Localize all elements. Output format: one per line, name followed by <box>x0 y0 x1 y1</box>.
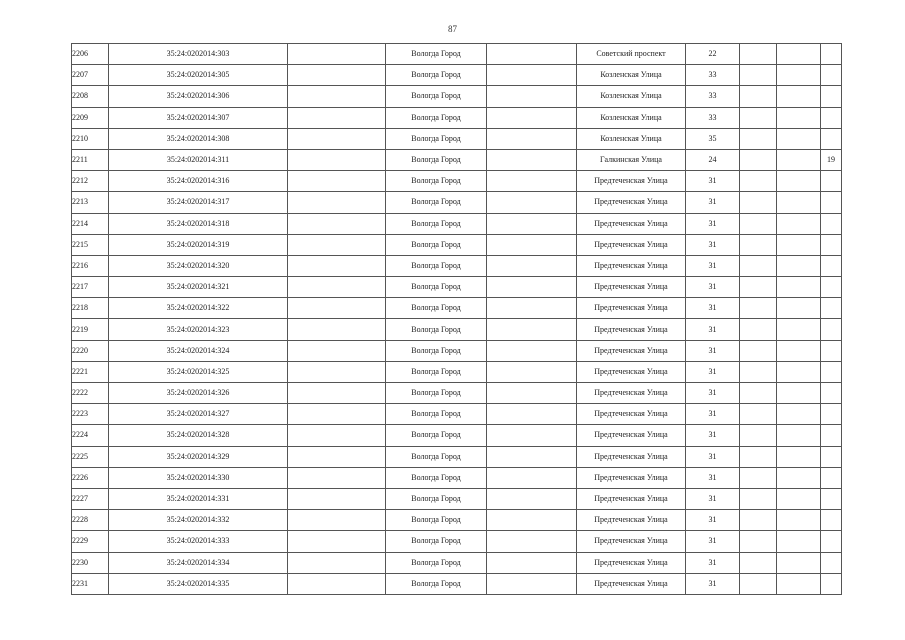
street-cell: Предтеченская Улица <box>577 277 686 298</box>
house-number-cell: 24 <box>686 149 740 170</box>
house-number-cell: 31 <box>686 277 740 298</box>
extra-value-cell <box>821 319 842 340</box>
empty-cell <box>288 107 386 128</box>
extra-value-cell <box>821 128 842 149</box>
cadastral-number-cell: 35:24:0202014:324 <box>109 340 288 361</box>
empty-cell <box>487 277 577 298</box>
row-number-cell: 2207 <box>72 65 109 86</box>
table-row <box>72 277 842 298</box>
empty-cell <box>487 149 577 170</box>
house-number-cell: 31 <box>686 171 740 192</box>
house-number-cell: 31 <box>686 361 740 382</box>
empty-cell <box>740 298 777 319</box>
cadastral-number-cell: 35:24:0202014:321 <box>109 277 288 298</box>
street-cell: Предтеченская Улица <box>577 488 686 509</box>
extra-value-cell <box>821 86 842 107</box>
table-row <box>72 404 842 425</box>
empty-cell <box>288 361 386 382</box>
empty-cell <box>777 446 821 467</box>
street-cell: Предтеченская Улица <box>577 234 686 255</box>
row-number-cell: 2212 <box>72 171 109 192</box>
empty-cell <box>288 383 386 404</box>
house-number-cell: 33 <box>686 86 740 107</box>
row-number-cell: 2206 <box>72 44 109 65</box>
city-cell: Вологда Город <box>386 404 487 425</box>
empty-cell <box>777 44 821 65</box>
empty-cell <box>288 298 386 319</box>
city-cell: Вологда Город <box>386 552 487 573</box>
empty-cell <box>288 234 386 255</box>
empty-cell <box>740 510 777 531</box>
city-cell: Вологда Город <box>386 340 487 361</box>
table-row <box>72 255 842 276</box>
empty-cell <box>777 404 821 425</box>
extra-value-cell <box>821 192 842 213</box>
empty-cell <box>777 65 821 86</box>
house-number-cell: 31 <box>686 446 740 467</box>
empty-cell <box>487 573 577 594</box>
house-number-cell: 31 <box>686 573 740 594</box>
cadastral-number-cell: 35:24:0202014:331 <box>109 488 288 509</box>
street-cell: Козленская Улица <box>577 65 686 86</box>
empty-cell <box>777 531 821 552</box>
city-cell: Вологда Город <box>386 277 487 298</box>
empty-cell <box>777 171 821 192</box>
extra-value-cell <box>821 404 842 425</box>
cadastral-number-cell: 35:24:0202014:308 <box>109 128 288 149</box>
extra-value-cell <box>821 213 842 234</box>
street-cell: Предтеченская Улица <box>577 361 686 382</box>
city-cell: Вологда Город <box>386 467 487 488</box>
street-cell: Предтеченская Улица <box>577 552 686 573</box>
street-cell: Предтеченская Улица <box>577 446 686 467</box>
city-cell: Вологда Город <box>386 171 487 192</box>
house-number-cell: 31 <box>686 319 740 340</box>
extra-value-cell <box>821 531 842 552</box>
city-cell: Вологда Город <box>386 488 487 509</box>
extra-value-cell: 19 <box>821 149 842 170</box>
empty-cell <box>288 573 386 594</box>
row-number-cell: 2230 <box>72 552 109 573</box>
cadastral-number-cell: 35:24:0202014:328 <box>109 425 288 446</box>
cadastral-number-cell: 35:24:0202014:318 <box>109 213 288 234</box>
empty-cell <box>777 277 821 298</box>
cadastral-number-cell: 35:24:0202014:307 <box>109 107 288 128</box>
row-number-cell: 2226 <box>72 467 109 488</box>
house-number-cell: 31 <box>686 488 740 509</box>
extra-value-cell <box>821 510 842 531</box>
extra-value-cell <box>821 234 842 255</box>
table-row <box>72 107 842 128</box>
house-number-cell: 31 <box>686 383 740 404</box>
cadastral-number-cell: 35:24:0202014:322 <box>109 298 288 319</box>
empty-cell <box>777 510 821 531</box>
city-cell: Вологда Город <box>386 234 487 255</box>
street-cell: Предтеченская Улица <box>577 383 686 404</box>
extra-value-cell <box>821 573 842 594</box>
empty-cell <box>740 531 777 552</box>
house-number-cell: 33 <box>686 107 740 128</box>
house-number-cell: 31 <box>686 552 740 573</box>
empty-cell <box>777 552 821 573</box>
empty-cell <box>777 128 821 149</box>
street-cell: Предтеченская Улица <box>577 319 686 340</box>
cadastral-number-cell: 35:24:0202014:335 <box>109 573 288 594</box>
row-number-cell: 2217 <box>72 277 109 298</box>
empty-cell <box>740 446 777 467</box>
empty-cell <box>777 86 821 107</box>
empty-cell <box>288 86 386 107</box>
table-row <box>72 361 842 382</box>
empty-cell <box>487 404 577 425</box>
city-cell: Вологда Город <box>386 446 487 467</box>
extra-value-cell <box>821 383 842 404</box>
extra-value-cell <box>821 44 842 65</box>
empty-cell <box>777 573 821 594</box>
empty-cell <box>740 213 777 234</box>
extra-value-cell <box>821 552 842 573</box>
empty-cell <box>487 467 577 488</box>
empty-cell <box>288 192 386 213</box>
house-number-cell: 31 <box>686 213 740 234</box>
cadastral-number-cell: 35:24:0202014:320 <box>109 255 288 276</box>
empty-cell <box>487 128 577 149</box>
house-number-cell: 31 <box>686 404 740 425</box>
house-number-cell: 31 <box>686 255 740 276</box>
street-cell: Козленская Улица <box>577 107 686 128</box>
extra-value-cell <box>821 298 842 319</box>
city-cell: Вологда Город <box>386 107 487 128</box>
cadastral-number-cell: 35:24:0202014:306 <box>109 86 288 107</box>
empty-cell <box>740 171 777 192</box>
empty-cell <box>740 149 777 170</box>
extra-value-cell <box>821 425 842 446</box>
table-row <box>72 425 842 446</box>
empty-cell <box>487 340 577 361</box>
empty-cell <box>288 65 386 86</box>
city-cell: Вологда Город <box>386 213 487 234</box>
street-cell: Предтеченская Улица <box>577 510 686 531</box>
row-number-cell: 2223 <box>72 404 109 425</box>
row-number-cell: 2222 <box>72 383 109 404</box>
empty-cell <box>740 425 777 446</box>
empty-cell <box>288 531 386 552</box>
empty-cell <box>288 128 386 149</box>
empty-cell <box>487 255 577 276</box>
city-cell: Вологда Город <box>386 361 487 382</box>
empty-cell <box>777 319 821 340</box>
house-number-cell: 22 <box>686 44 740 65</box>
city-cell: Вологда Город <box>386 192 487 213</box>
extra-value-cell <box>821 107 842 128</box>
city-cell: Вологда Город <box>386 298 487 319</box>
empty-cell <box>288 510 386 531</box>
empty-cell <box>487 319 577 340</box>
empty-cell <box>740 234 777 255</box>
empty-cell <box>740 255 777 276</box>
row-number-cell: 2215 <box>72 234 109 255</box>
table-row <box>72 128 842 149</box>
empty-cell <box>777 361 821 382</box>
page-number: 87 <box>448 24 457 34</box>
city-cell: Вологда Город <box>386 425 487 446</box>
cadastral-number-cell: 35:24:0202014:317 <box>109 192 288 213</box>
extra-value-cell <box>821 361 842 382</box>
empty-cell <box>777 107 821 128</box>
empty-cell <box>487 107 577 128</box>
row-number-cell: 2221 <box>72 361 109 382</box>
city-cell: Вологда Город <box>386 531 487 552</box>
empty-cell <box>740 277 777 298</box>
street-cell: Предтеченская Улица <box>577 192 686 213</box>
table-row <box>72 467 842 488</box>
cadastral-number-cell: 35:24:0202014:323 <box>109 319 288 340</box>
empty-cell <box>288 404 386 425</box>
cadastral-number-cell: 35:24:0202014:332 <box>109 510 288 531</box>
empty-cell <box>487 234 577 255</box>
street-cell: Предтеченская Улица <box>577 467 686 488</box>
city-cell: Вологда Город <box>386 86 487 107</box>
table-row <box>72 213 842 234</box>
empty-cell <box>487 383 577 404</box>
street-cell: Предтеченская Улица <box>577 213 686 234</box>
empty-cell <box>740 573 777 594</box>
table-row <box>72 192 842 213</box>
table-row <box>72 44 842 65</box>
row-number-cell: 2219 <box>72 319 109 340</box>
table-row <box>72 573 842 594</box>
extra-value-cell <box>821 65 842 86</box>
street-cell: Предтеченская Улица <box>577 340 686 361</box>
house-number-cell: 31 <box>686 298 740 319</box>
empty-cell <box>288 340 386 361</box>
street-cell: Советский проспект <box>577 44 686 65</box>
empty-cell <box>740 488 777 509</box>
empty-cell <box>487 192 577 213</box>
empty-cell <box>487 65 577 86</box>
cadastral-number-cell: 35:24:0202014:303 <box>109 44 288 65</box>
empty-cell <box>487 361 577 382</box>
extra-value-cell <box>821 467 842 488</box>
extra-value-cell <box>821 488 842 509</box>
cadastral-number-cell: 35:24:0202014:325 <box>109 361 288 382</box>
row-number-cell: 2229 <box>72 531 109 552</box>
city-cell: Вологда Город <box>386 319 487 340</box>
house-number-cell: 33 <box>686 65 740 86</box>
extra-value-cell <box>821 277 842 298</box>
street-cell: Предтеченская Улица <box>577 298 686 319</box>
empty-cell <box>288 44 386 65</box>
house-number-cell: 31 <box>686 510 740 531</box>
table-row <box>72 488 842 509</box>
empty-cell <box>487 552 577 573</box>
house-number-cell: 31 <box>686 192 740 213</box>
row-number-cell: 2208 <box>72 86 109 107</box>
empty-cell <box>777 425 821 446</box>
cadastral-number-cell: 35:24:0202014:319 <box>109 234 288 255</box>
empty-cell <box>288 149 386 170</box>
empty-cell <box>487 446 577 467</box>
cadastral-number-cell: 35:24:0202014:305 <box>109 65 288 86</box>
city-cell: Вологда Город <box>386 255 487 276</box>
street-cell: Предтеченская Улица <box>577 425 686 446</box>
cadastral-number-cell: 35:24:0202014:316 <box>109 171 288 192</box>
row-number-cell: 2216 <box>72 255 109 276</box>
row-number-cell: 2213 <box>72 192 109 213</box>
empty-cell <box>288 446 386 467</box>
row-number-cell: 2218 <box>72 298 109 319</box>
row-number-cell: 2211 <box>72 149 109 170</box>
table-row <box>72 319 842 340</box>
empty-cell <box>740 340 777 361</box>
table-row <box>72 446 842 467</box>
extra-value-cell <box>821 171 842 192</box>
empty-cell <box>777 340 821 361</box>
cadastral-number-cell: 35:24:0202014:326 <box>109 383 288 404</box>
row-number-cell: 2224 <box>72 425 109 446</box>
house-number-cell: 35 <box>686 128 740 149</box>
row-number-cell: 2214 <box>72 213 109 234</box>
empty-cell <box>777 383 821 404</box>
city-cell: Вологда Город <box>386 44 487 65</box>
empty-cell <box>777 234 821 255</box>
empty-cell <box>487 510 577 531</box>
empty-cell <box>487 531 577 552</box>
table-row <box>72 171 842 192</box>
empty-cell <box>740 65 777 86</box>
street-cell: Предтеченская Улица <box>577 404 686 425</box>
row-number-cell: 2210 <box>72 128 109 149</box>
cadastral-number-cell: 35:24:0202014:330 <box>109 467 288 488</box>
street-cell: Козленская Улица <box>577 86 686 107</box>
city-cell: Вологда Город <box>386 149 487 170</box>
empty-cell <box>288 277 386 298</box>
register-body <box>72 44 842 595</box>
register-table <box>71 43 842 595</box>
empty-cell <box>288 213 386 234</box>
empty-cell <box>288 255 386 276</box>
empty-cell <box>740 552 777 573</box>
empty-cell <box>288 319 386 340</box>
empty-cell <box>740 128 777 149</box>
empty-cell <box>288 552 386 573</box>
row-number-cell: 2227 <box>72 488 109 509</box>
extra-value-cell <box>821 446 842 467</box>
street-cell: Козленская Улица <box>577 128 686 149</box>
city-cell: Вологда Город <box>386 65 487 86</box>
empty-cell <box>777 255 821 276</box>
city-cell: Вологда Город <box>386 510 487 531</box>
empty-cell <box>487 171 577 192</box>
row-number-cell: 2209 <box>72 107 109 128</box>
empty-cell <box>777 213 821 234</box>
row-number-cell: 2225 <box>72 446 109 467</box>
empty-cell <box>487 488 577 509</box>
house-number-cell: 31 <box>686 531 740 552</box>
cadastral-number-cell: 35:24:0202014:329 <box>109 446 288 467</box>
table-row <box>72 298 842 319</box>
street-cell: Предтеченская Улица <box>577 255 686 276</box>
empty-cell <box>288 171 386 192</box>
empty-cell <box>777 467 821 488</box>
empty-cell <box>487 86 577 107</box>
empty-cell <box>740 467 777 488</box>
street-cell: Галкинская Улица <box>577 149 686 170</box>
empty-cell <box>740 192 777 213</box>
row-number-cell: 2231 <box>72 573 109 594</box>
extra-value-cell <box>821 255 842 276</box>
table-row <box>72 86 842 107</box>
table-row <box>72 531 842 552</box>
empty-cell <box>740 404 777 425</box>
house-number-cell: 31 <box>686 467 740 488</box>
extra-value-cell <box>821 340 842 361</box>
table-row <box>72 65 842 86</box>
table-row <box>72 234 842 255</box>
cadastral-number-cell: 35:24:0202014:311 <box>109 149 288 170</box>
empty-cell <box>288 488 386 509</box>
table-row <box>72 552 842 573</box>
empty-cell <box>487 213 577 234</box>
house-number-cell: 31 <box>686 340 740 361</box>
empty-cell <box>740 107 777 128</box>
city-cell: Вологда Город <box>386 383 487 404</box>
empty-cell <box>777 488 821 509</box>
cadastral-number-cell: 35:24:0202014:333 <box>109 531 288 552</box>
cadastral-number-cell: 35:24:0202014:334 <box>109 552 288 573</box>
city-cell: Вологда Город <box>386 573 487 594</box>
table-row <box>72 510 842 531</box>
empty-cell <box>288 425 386 446</box>
empty-cell <box>777 192 821 213</box>
house-number-cell: 31 <box>686 234 740 255</box>
empty-cell <box>487 44 577 65</box>
empty-cell <box>740 319 777 340</box>
table-row <box>72 340 842 361</box>
empty-cell <box>740 44 777 65</box>
street-cell: Предтеченская Улица <box>577 531 686 552</box>
empty-cell <box>740 361 777 382</box>
empty-cell <box>487 425 577 446</box>
cadastral-number-cell: 35:24:0202014:327 <box>109 404 288 425</box>
empty-cell <box>740 383 777 404</box>
street-cell: Предтеченская Улица <box>577 171 686 192</box>
house-number-cell: 31 <box>686 425 740 446</box>
row-number-cell: 2228 <box>72 510 109 531</box>
table-row <box>72 149 842 170</box>
empty-cell <box>288 467 386 488</box>
empty-cell <box>740 86 777 107</box>
city-cell: Вологда Город <box>386 128 487 149</box>
empty-cell <box>487 298 577 319</box>
table-row <box>72 383 842 404</box>
street-cell: Предтеченская Улица <box>577 573 686 594</box>
empty-cell <box>777 149 821 170</box>
empty-cell <box>777 298 821 319</box>
row-number-cell: 2220 <box>72 340 109 361</box>
